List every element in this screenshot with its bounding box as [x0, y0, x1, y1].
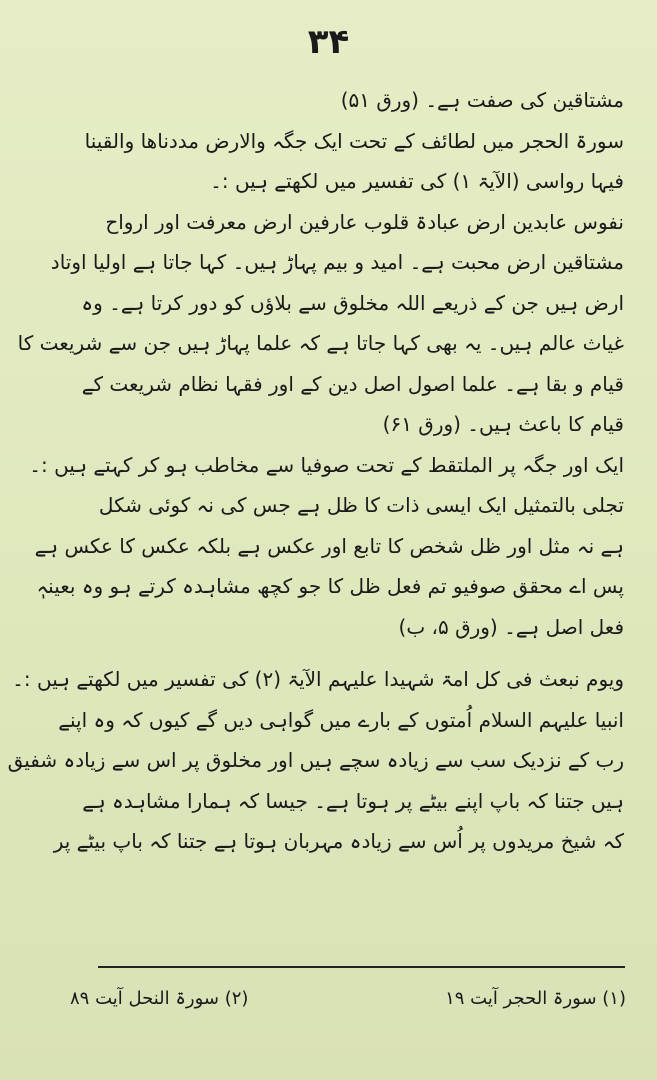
text-line: پس اے محقق صوفیو تم فعل ظل کا جو کچھ مشاہدہ کرتے ہو وہ بعینہٖ: [36, 574, 624, 598]
text-line: رب کے نزدیک سب سے زیادہ سچے ہیں اور مخلوق پر اس سے زیادہ شفیق: [7, 748, 624, 772]
text-line: ہے نہ مثل اور ظل شخص کا تابع اور عکس ہے بلکہ عکس کا عکس ہے: [34, 533, 624, 558]
text-line: تجلی بالتمثیل ایک ایسی ذات کا ظل ہے جس کی نہ کوئی شکل: [98, 493, 624, 517]
footnote-divider: [98, 966, 625, 968]
text-line: ویوم نبعث فی کل امۃ شہیدا علیہم الآیۃ (۲) کی تفسیر میں لکھتے ہیں :۔: [12, 667, 624, 691]
paragraph-4: [29, 445, 624, 648]
text-line: مشتاقین کی صفت ہے۔ (ورق ۵۱): [340, 88, 624, 112]
text-line: ہیں جتنا کہ باپ اپنے بیٹے پر ہوتا ہے۔ جیسا کہ ہمارا مشاہدہ ہے: [82, 788, 624, 813]
paragraph-3: [17, 202, 624, 445]
text-line: فیہا رواسی (الآیۃ ۱) کی تفسیر میں لکھتے ہیں :۔: [210, 169, 624, 193]
text-line: مشتاقین ارض محبت ہے۔ امید و بیم پہاڑ ہیں۔ کہا جاتا ہے اولیا اوتاد: [50, 250, 624, 274]
footnote-1: (۱) سورۃ الحجر آیت ۱۹: [445, 988, 626, 1009]
page-body: [7, 80, 624, 862]
text-line: ارض ہیں جن کے ذریعے اللہ مخلوق سے بلاؤں کو دور کرتا ہے۔ وہ: [81, 290, 624, 315]
footnotes: [70, 988, 626, 1009]
paragraph-5: [7, 659, 624, 862]
text-line: فعل اصل ہے۔ (ورق ۵، ب): [398, 614, 624, 639]
paragraph-1: [48, 80, 624, 121]
footnote-2: (۲) سورۃ النحل آیت ۸۹: [70, 988, 249, 1009]
text-line: قیام کا باعث ہیں۔ (ورق ۶۱): [382, 412, 624, 436]
text-line: انبیا علیہم السلام اُمتوں کے بارے میں گواہی دیں گے کیوں کہ وہ اپنے: [58, 707, 624, 732]
page-number: ۳۴: [307, 22, 350, 62]
text-line: سورۃ الحجر میں لطائف کے تحت ایک جگہ والارض مددناھا والقینا: [84, 128, 624, 153]
text-line: غیاث عالم ہیں۔ یہ بھی کہا جاتا ہے کہ علما پہاڑ ہیں جن سے شریعت کا: [17, 331, 624, 355]
text-line: قیام و بقا ہے۔ علما اصول اصل دین کے اور فقہا نظام شریعت کے: [81, 371, 624, 396]
text-line: نفوس عابدین ارض عبادۃ قلوب عارفین ارض معرفت اور ارواح: [105, 209, 624, 234]
paragraph-2: [48, 121, 624, 202]
text-line: ایک اور جگہ پر الملتقط کے تحت صوفیا سے مخاطب ہو کر کہتے ہیں :۔: [29, 452, 624, 477]
text-line: کہ شیخ مریدوں پر اُس سے زیادہ مہربان ہوتا ہے جتنا کہ باپ بیٹے پر: [53, 829, 624, 853]
